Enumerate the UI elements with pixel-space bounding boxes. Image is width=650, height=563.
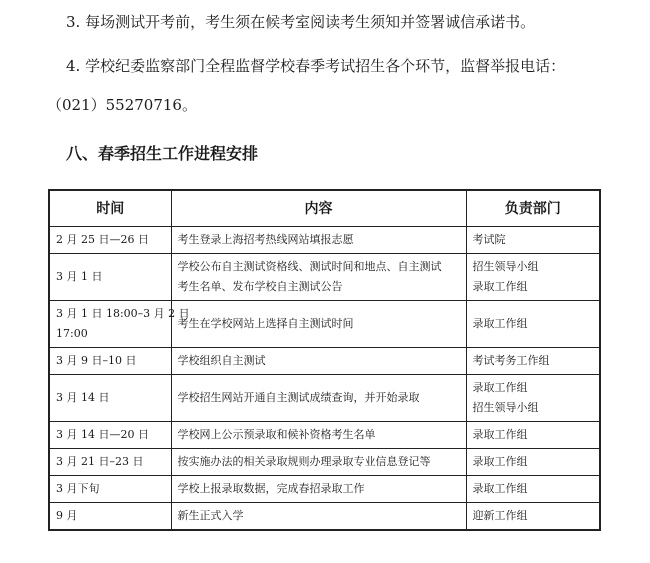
- cell-content: [171, 300, 466, 347]
- cell-department: [466, 226, 600, 253]
- cell-time: [49, 475, 171, 502]
- table-row: [49, 502, 600, 530]
- cell-time: [49, 421, 171, 448]
- cell-department-line: 招生领导小组: [472, 259, 539, 273]
- cell-time: [49, 502, 171, 530]
- cell-time-line: 3 月 1 日 18:00–3 月 2 日: [56, 306, 190, 320]
- cell-department: [466, 502, 600, 530]
- cell-department-line: 考试考务工作组: [472, 353, 550, 367]
- table-header-row: [49, 190, 600, 226]
- cell-department: [466, 448, 600, 475]
- cell-time: [49, 448, 171, 475]
- cell-department-line: 迎新工作组: [472, 508, 528, 522]
- cell-department-line: 考试院: [472, 232, 506, 246]
- cell-department: [466, 300, 600, 347]
- cell-content-line: 学校上报录取数据，完成春招录取工作: [177, 481, 365, 495]
- cell-content-line: 学校组织自主测试: [177, 353, 266, 367]
- cell-content-line: 学校招生网站开通自主测试成绩查询，并开始录取: [177, 390, 420, 404]
- paragraph-hotline: （021）55270716。: [47, 96, 197, 114]
- cell-time-line: 2 月 25 日—26 日: [56, 232, 149, 246]
- cell-content-line: 考生名单、发布学校自主测试公告: [177, 279, 343, 293]
- cell-content-line: 新生正式入学: [177, 508, 244, 522]
- header-time: 时间: [49, 190, 171, 226]
- cell-time: [49, 347, 171, 374]
- cell-department: [466, 374, 600, 421]
- cell-content-line: 学校公布自主测试资格线、测试时间和地点、自主测试: [177, 259, 442, 273]
- cell-content: [171, 226, 466, 253]
- cell-content: [171, 475, 466, 502]
- cell-department-line: 录取工作组: [472, 427, 528, 441]
- table-row: [49, 421, 600, 448]
- cell-department: [466, 421, 600, 448]
- cell-time-line: 3 月 9 日–10 日: [56, 353, 137, 367]
- header-content: 内容: [171, 190, 466, 226]
- cell-time-line: 3 月 21 日–23 日: [56, 454, 144, 468]
- cell-department: [466, 347, 600, 374]
- cell-time: [49, 300, 190, 347]
- cell-content: [171, 253, 466, 300]
- cell-content: [171, 374, 466, 421]
- table-row: [49, 374, 600, 421]
- cell-time: [49, 374, 171, 421]
- cell-time-line: 3 月 14 日: [56, 390, 110, 404]
- cell-department-line: 招生领导小组: [472, 400, 539, 414]
- cell-content-line: 学校网上公示预录取和候补资格考生名单: [177, 427, 376, 441]
- cell-content-line: 考生登录上海招考热线网站填报志愿: [177, 232, 354, 246]
- cell-content-line: 按实施办法的相关录取规则办理录取专业信息登记等: [177, 454, 431, 468]
- cell-department-line: 录取工作组: [472, 279, 528, 293]
- cell-time: [49, 226, 171, 253]
- paragraph-integrity-pledge: 3. 每场测试开考前，考生须在候考室阅读考生须知并签署诚信承诺书。: [66, 13, 536, 31]
- header-department: 负责部门: [466, 190, 600, 226]
- cell-time-line: 17:00: [56, 326, 88, 340]
- cell-department: [466, 475, 600, 502]
- table-row: [49, 347, 600, 374]
- cell-time: [49, 253, 171, 300]
- table-row: [49, 475, 600, 502]
- cell-content-line: 考生在学校网站上选择自主测试时间: [177, 316, 354, 330]
- section-heading: 八、春季招生工作进程安排: [66, 144, 259, 163]
- schedule-table: [48, 189, 601, 531]
- cell-time-line: 9 月: [56, 508, 78, 522]
- cell-time-line: 3 月 14 日—20 日: [56, 427, 149, 441]
- cell-department-line: 录取工作组: [472, 316, 528, 330]
- table-body: [49, 226, 600, 530]
- cell-department: [466, 253, 600, 300]
- cell-content: [171, 502, 466, 530]
- cell-department-line: 录取工作组: [472, 454, 528, 468]
- table-row: [49, 226, 600, 253]
- cell-content: [171, 421, 466, 448]
- table-row: [49, 448, 600, 475]
- cell-time-line: 3 月下旬: [56, 481, 100, 495]
- table-row: [49, 300, 600, 347]
- cell-time-line: 3 月 1 日: [56, 269, 103, 283]
- cell-department-line: 录取工作组: [472, 481, 528, 495]
- paragraph-supervision: 4. 学校纪委监察部门全程监督学校春季考试招生各个环节，监督举报电话：: [66, 57, 566, 75]
- cell-content: [171, 448, 466, 475]
- table-row: [49, 253, 600, 300]
- cell-department-line: 录取工作组: [472, 380, 528, 394]
- cell-content: [171, 347, 466, 374]
